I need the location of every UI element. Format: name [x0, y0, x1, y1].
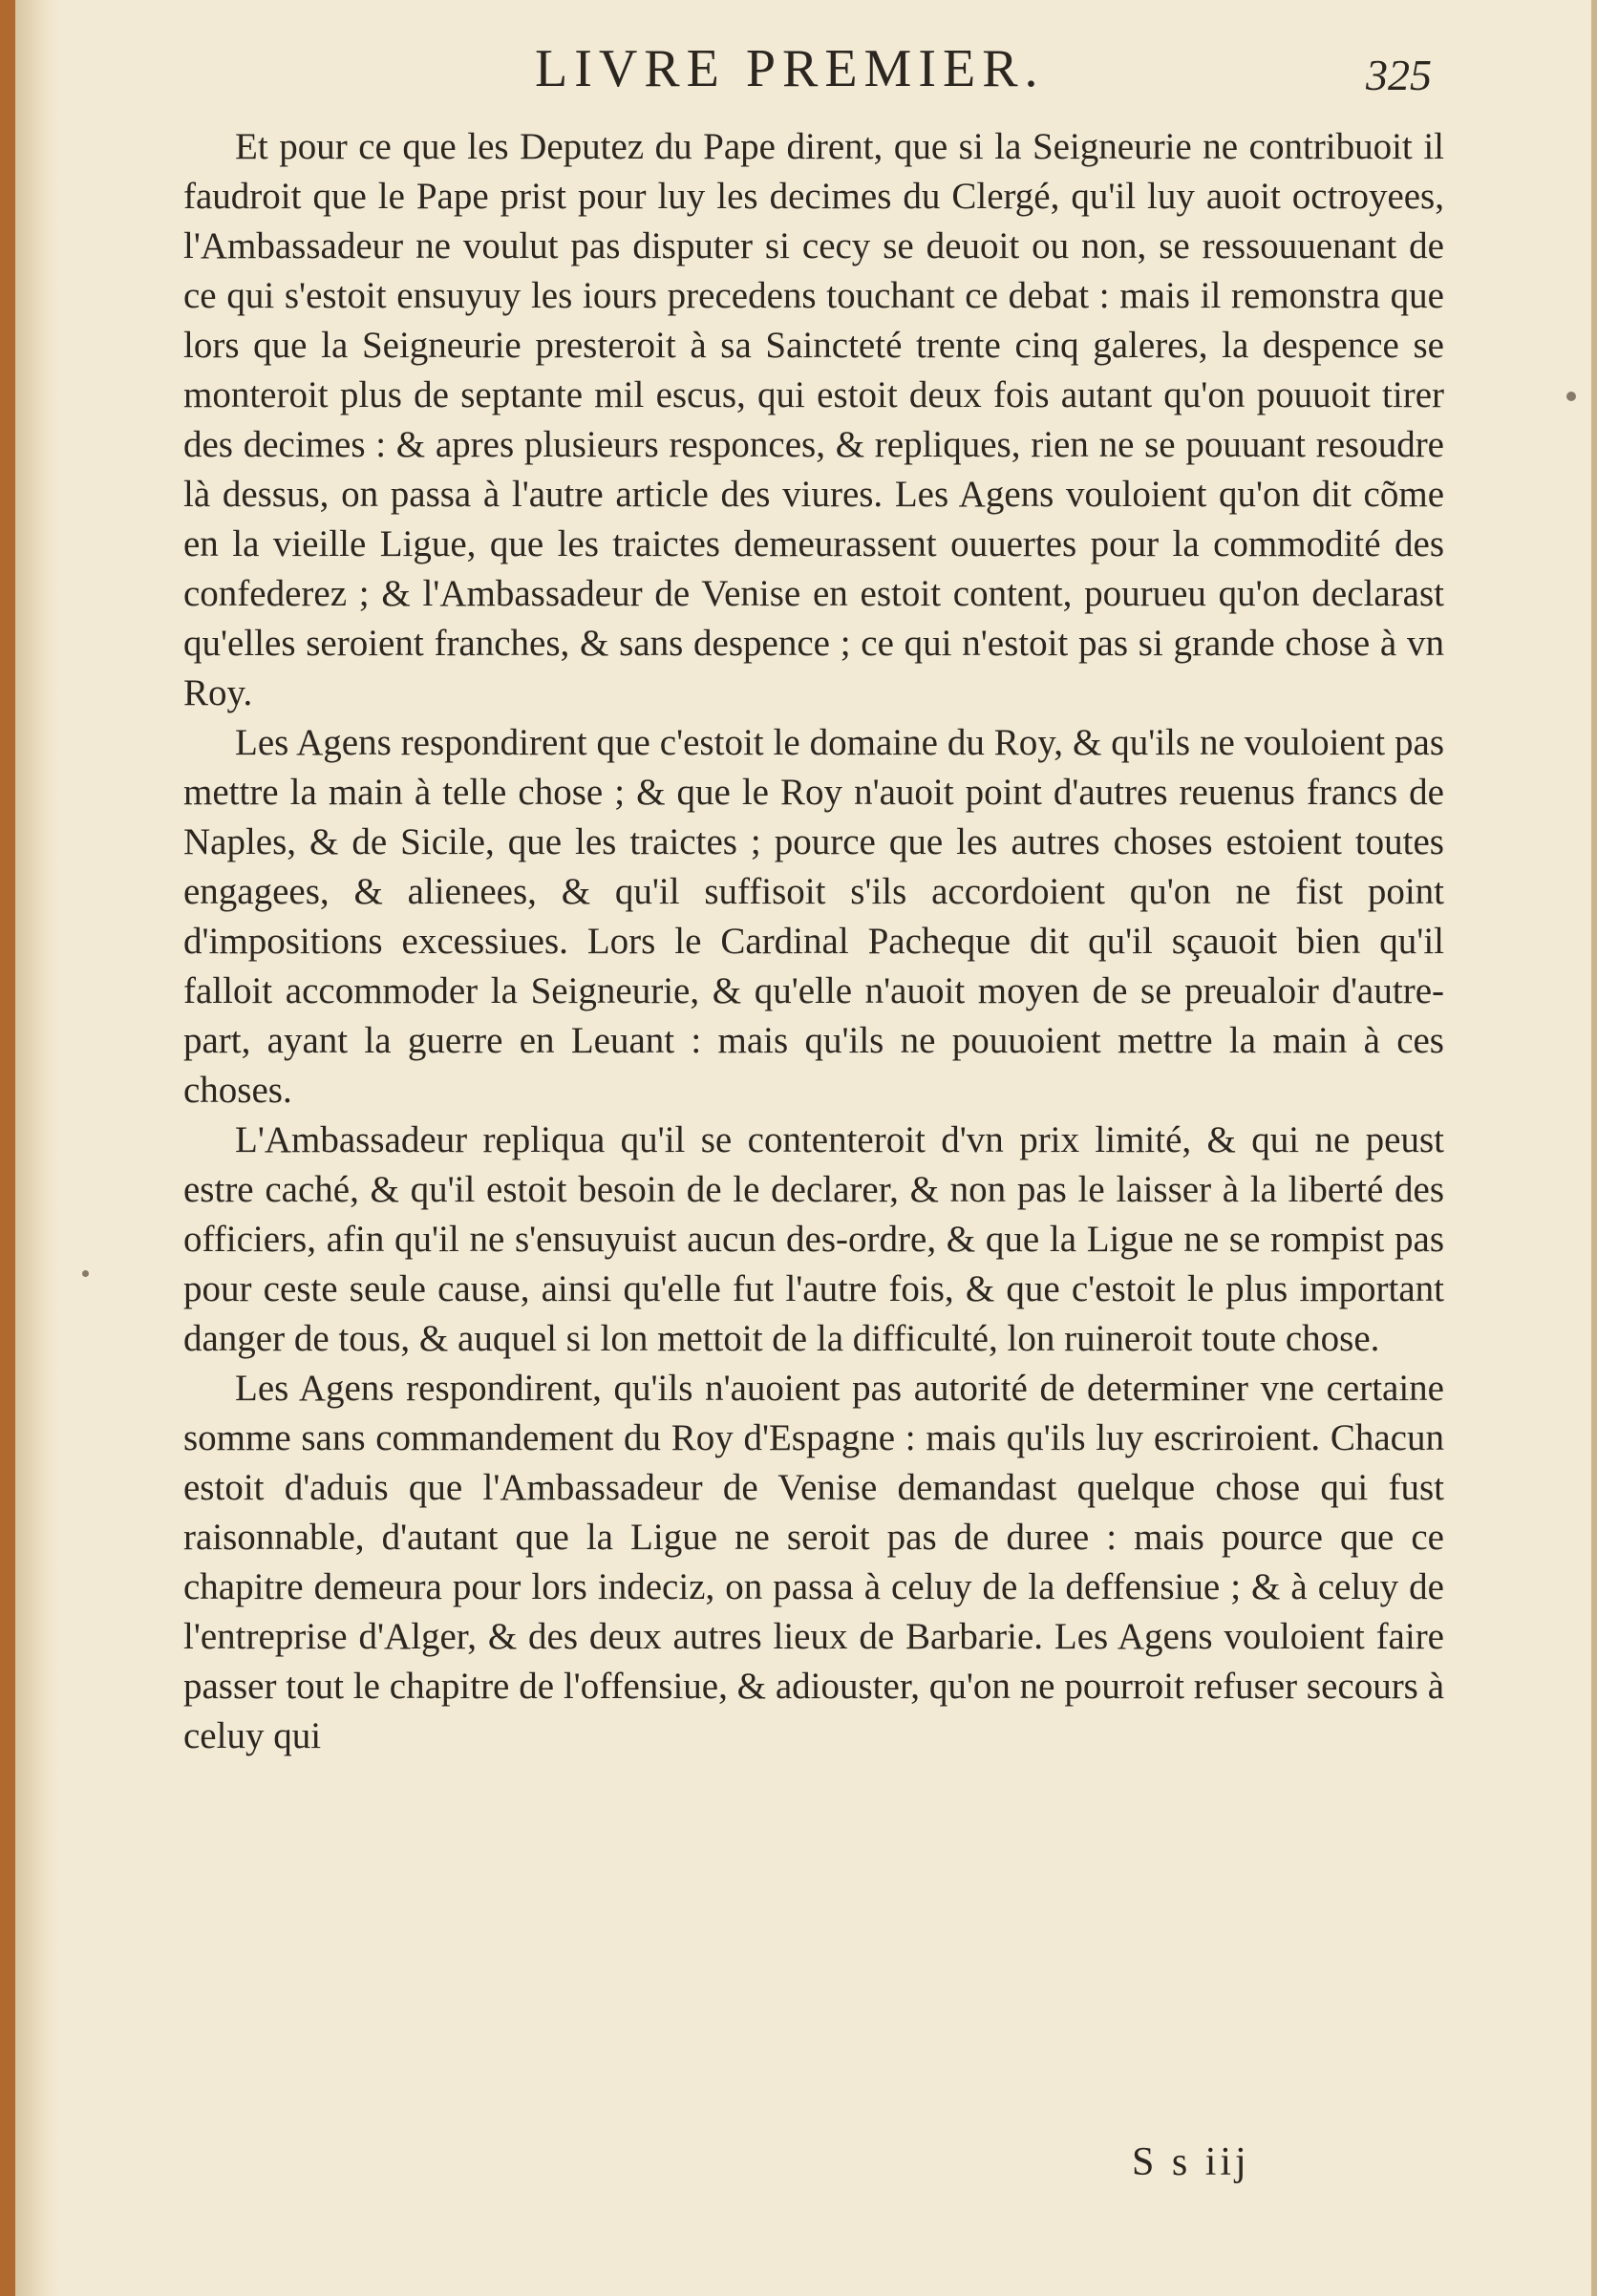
- paragraph-4: Les Agens respondirent, qu'ils n'auoient pas autorité de determiner vne certaine somme sans commandement du Roy d'Espagne : mais qu'ils luy escriroient. Chacun estoit d'aduis que l'Ambassadeur de Venise demandast quelque chose qui fust raisonnable, d'autant que la Ligue ne seroit pas de duree : mais pource que ce chapitre demeura pour lors indeciz, on passa à celuy de la deffensiue ; & à celuy de l'entreprise d'Alger, & des deux autres lieux de Barbarie. Les Agens vouloient faire passer tout le chapitre de l'offensiue, & adiouster, qu'on ne pourroit refuser secours à celuy qui: [183, 1368, 1444, 1756]
- page-number: 325: [1366, 51, 1432, 99]
- body-text: [183, 122, 1444, 1761]
- binding-spine: [0, 0, 15, 2296]
- page-gutter-shadow: [15, 0, 59, 2296]
- running-head: LIVRE PREMIER.: [535, 39, 1045, 98]
- paragraph-3: L'Ambassadeur repliqua qu'il se contenteroit d'vn prix limité, & qui ne peust estre caché, & qu'il estoit besoin de le declarer, & non pas le laisser à la liberté des officiers, afin qu'il ne s'ensuyuist aucun des-ordre, & que la Ligue ne se rompist pas pour ceste seule cause, ainsi qu'elle fut l'autre fois, & que c'estoit le plus important danger de tous, & auquel si lon mettoit de la difficulté, lon ruineroit toute chose.: [183, 1119, 1444, 1359]
- paragraph-1: Et pour ce que les Deputez du Pape dirent, que si la Seigneurie ne contribuoit il faudroit que le Pape prist pour luy les decimes du Clergé, qu'il luy auoit octroyees, l'Ambassadeur ne voulut pas disputer si cecy se deuoit ou non, se ressouuenant de ce qui s'estoit ensuyuy les iours precedens touchant ce debat : mais il remonstra que lors que la Seigneurie presteroit à sa Saincteté trente cinq galeres, la despence se monteroit plus de septante mil escus, qui estoit deux fois autant qu'on pouuoit tirer des decimes : & apres plusieurs responces, & repliques, rien ne se pouuant resoudre là dessus, on passa à l'autre article des viures. Les Agens vouloient qu'on dit cõme en la vieille Ligue, que les traictes demeurassent ouuertes pour la commodité des confederez ; & l'Ambassadeur de Venise en estoit content, pourueu qu'on declarast qu'elles seroient franches, & sans despence ; ce qui n'estoit pas si grande chose à vn Roy.: [183, 126, 1444, 713]
- page-header: [0, 38, 1597, 115]
- ink-speck: [1566, 392, 1576, 401]
- page-right-edge: [1591, 0, 1597, 2296]
- signature-mark: S s iij: [1132, 2140, 1250, 2184]
- paragraph-2: Les Agens respondirent que c'estoit le domaine du Roy, & qu'ils ne vouloient pas mettre la main à telle chose ; & que le Roy n'auoit point d'autres reuenus francs de Naples, & de Sicile, que les traictes ; pource que les autres choses estoient toutes engagees, & alienees, & qu'il suffisoit s'ils accordoient qu'on ne fist point d'impositions excessiues. Lors le Cardinal Pacheque dit qu'il sçauoit bien qu'il falloit accommoder la Seigneurie, & qu'elle n'auoit moyen de se preualoir d'autre-part, ayant la guerre en Leuant : mais qu'ils ne pouuoient mettre la main à ces choses.: [183, 722, 1444, 1111]
- ink-speck: [82, 1270, 89, 1277]
